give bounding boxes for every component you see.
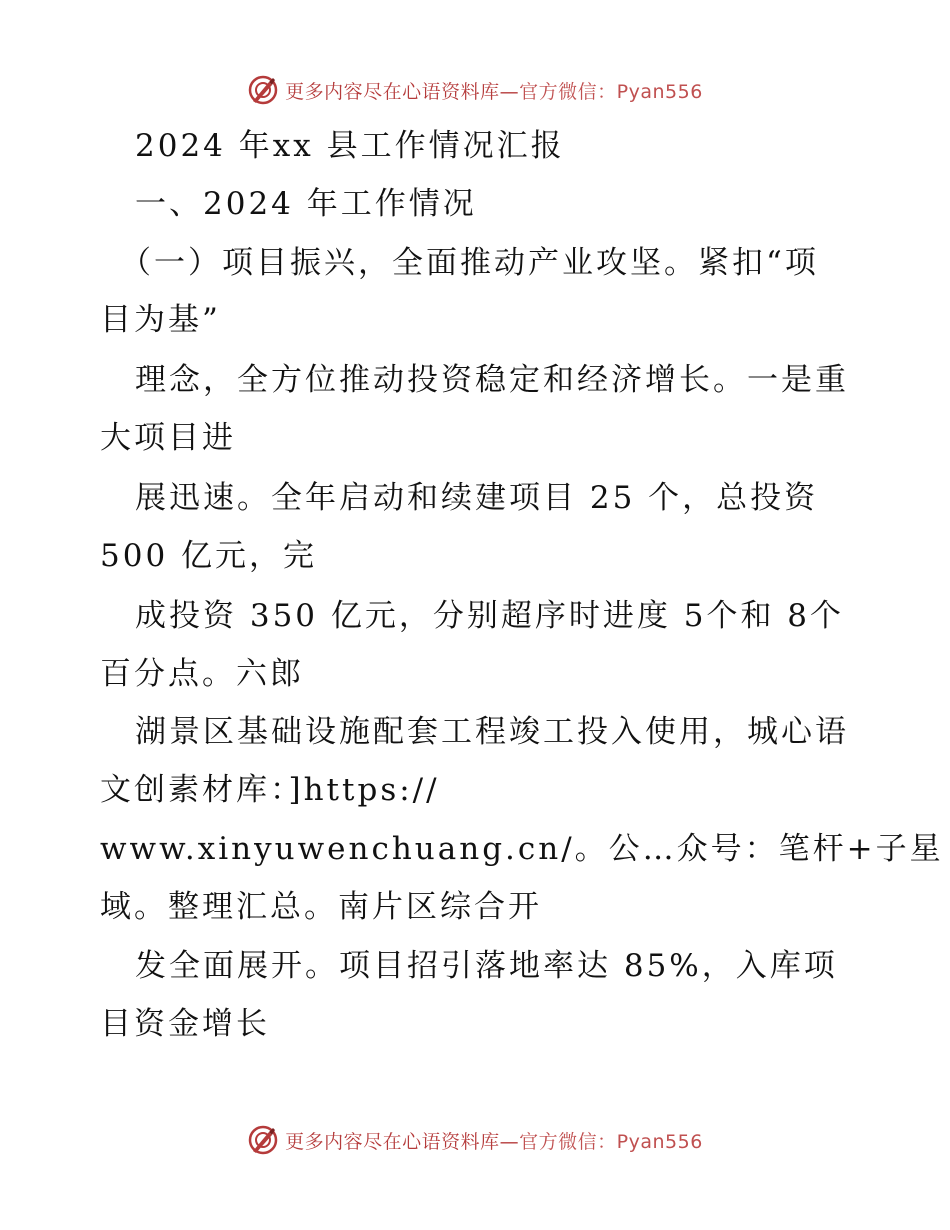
- body-line: 域。整理汇总。南片区综合开: [100, 889, 542, 925]
- banner-text: [285, 77, 703, 104]
- pen-seal-logo-icon: [247, 74, 279, 106]
- footer-banner: [0, 1120, 950, 1160]
- body-line: （一）项目振兴，全面推动产业攻坚。紧扣“项: [120, 245, 819, 281]
- body-line: 500 亿元，完: [100, 538, 318, 574]
- body-line: 发全面展开。项目招引落地率达 85%，入库项: [135, 948, 838, 984]
- banner-separator: —: [499, 1130, 520, 1153]
- body-line: 目资金增长: [100, 1006, 270, 1042]
- header-banner: [0, 70, 950, 110]
- body-line: 百分点。六郎: [100, 656, 304, 692]
- banner-text: [285, 1127, 703, 1154]
- pen-seal-logo-icon: [247, 1124, 279, 1156]
- body-line: www.xinyuwenchuang.cn/。公…众号：笔杆+子星: [100, 831, 944, 867]
- banner-contact-text: 官方微信：Pyan556: [519, 80, 703, 103]
- banner-contact-text: 官方微信：Pyan556: [519, 1130, 703, 1153]
- body-line: 大项目进: [100, 420, 236, 456]
- section-heading: 一、2024 年工作情况: [135, 186, 477, 222]
- banner-site-text: 更多内容尽在心语资料库: [285, 80, 500, 103]
- body-line: 文创素材库：]https://: [100, 772, 440, 808]
- banner-site-text: 更多内容尽在心语资料库: [285, 1130, 500, 1153]
- body-line: 成投资 350 亿元，分别超序时进度 5个和 8个: [135, 598, 845, 634]
- document-title: 2024 年xx 县工作情况汇报: [135, 128, 565, 164]
- body-line: 目为基”: [100, 302, 221, 338]
- banner-separator: —: [499, 80, 520, 103]
- body-line: 湖景区基础设施配套工程竣工投入使用，城心语: [135, 714, 849, 750]
- body-line: 理念，全方位推动投资稳定和经济增长。一是重: [135, 362, 849, 398]
- body-line: 展迅速。全年启动和续建项目 25 个，总投资: [135, 480, 819, 516]
